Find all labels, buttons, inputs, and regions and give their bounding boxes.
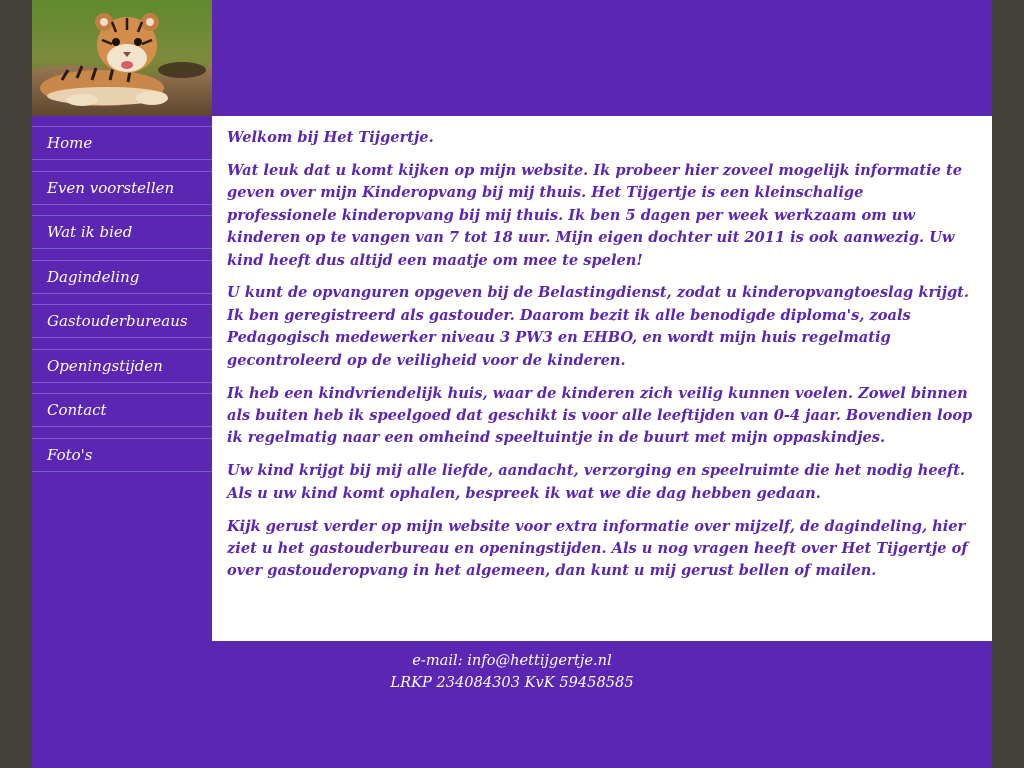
main-content bbox=[212, 116, 992, 641]
welcome-heading: Welkom bij Het Tijgertje. bbox=[227, 129, 434, 146]
nav-item-gastouderbureaus[interactable]: Gastouderbureaus bbox=[32, 304, 212, 338]
page-wrapper bbox=[32, 0, 992, 768]
nav-item-fotos[interactable]: Foto's bbox=[32, 438, 212, 472]
content-paragraph: Ik heb een kindvriendelijk huis, waar de kinderen zich veilig kunnen voelen. Zowel binnen als buiten heb ik speelgoed dat geschikt is voor alle leeftijden van 0-4 jaar. Bovendien loop ik regelmatig naar een omheind speeltuintje in de buurt met mijn oppaskindjes. bbox=[227, 384, 973, 447]
nav-item-contact[interactable]: Contact bbox=[32, 393, 212, 427]
main-navigation bbox=[32, 116, 212, 472]
footer bbox=[212, 650, 812, 694]
footer-registration: LRKP 234084303 KvK 59458585 bbox=[390, 674, 634, 691]
footer-email[interactable]: e-mail: info@hettijgertje.nl bbox=[412, 652, 612, 669]
content-paragraph: U kunt de opvanguren opgeven bij de Belastingdienst, zodat u kinderopvangtoeslag krijgt. Ik ben geregistreerd als gastouder. Daarom bezit ik alle benodigde diploma's, zoals Pedagogisch medewerker niveau 3 PW3 en EHBO, en wordt mijn huis regelmatig gecontroleerd op de veiligheid voor de kinderen. bbox=[227, 284, 969, 369]
content-paragraph: Kijk gerust verder op mijn website voor extra informatie over mijzelf, de dagindeling, hier ziet u het gastouderbureau en openingstijden. Als u nog vragen heeft over Het Tijgertje of over gastouderopvang in het algemeen, dan kunt u mij gerust bellen of mailen. bbox=[227, 517, 968, 580]
nav-item-dagindeling[interactable]: Dagindeling bbox=[32, 260, 212, 294]
nav-item-wat-ik-bied[interactable]: Wat ik bied bbox=[32, 215, 212, 249]
nav-item-openingstijden[interactable]: Openingstijden bbox=[32, 349, 212, 383]
content-paragraph: Uw kind krijgt bij mij alle liefde, aandacht, verzorging en speelruimte die het nodig heeft. Als u uw kind komt ophalen, bespreek ik wat we die dag hebben gedaan. bbox=[227, 462, 966, 502]
tiger-cub-photo bbox=[32, 0, 212, 116]
nav-item-even-voorstellen[interactable]: Even voorstellen bbox=[32, 171, 212, 205]
header-band bbox=[212, 0, 992, 116]
nav-item-home[interactable]: Home bbox=[32, 126, 212, 160]
content-paragraph: Wat leuk dat u komt kijken op mijn website. Ik probeer hier zoveel mogelijk informatie te geven over mijn Kinderopvang bij mij thuis. Het Tijgertje is een kleinschalige professionele kinderopvang bij mij thuis. Ik ben 5 dagen per week werkzaam om uw kinderen op te vangen van 7 tot 18 uur. Mijn eigen dochter uit 2011 is ook aanwezig. Uw kind heeft dus altijd een maatje om mee te spelen! bbox=[227, 161, 963, 269]
